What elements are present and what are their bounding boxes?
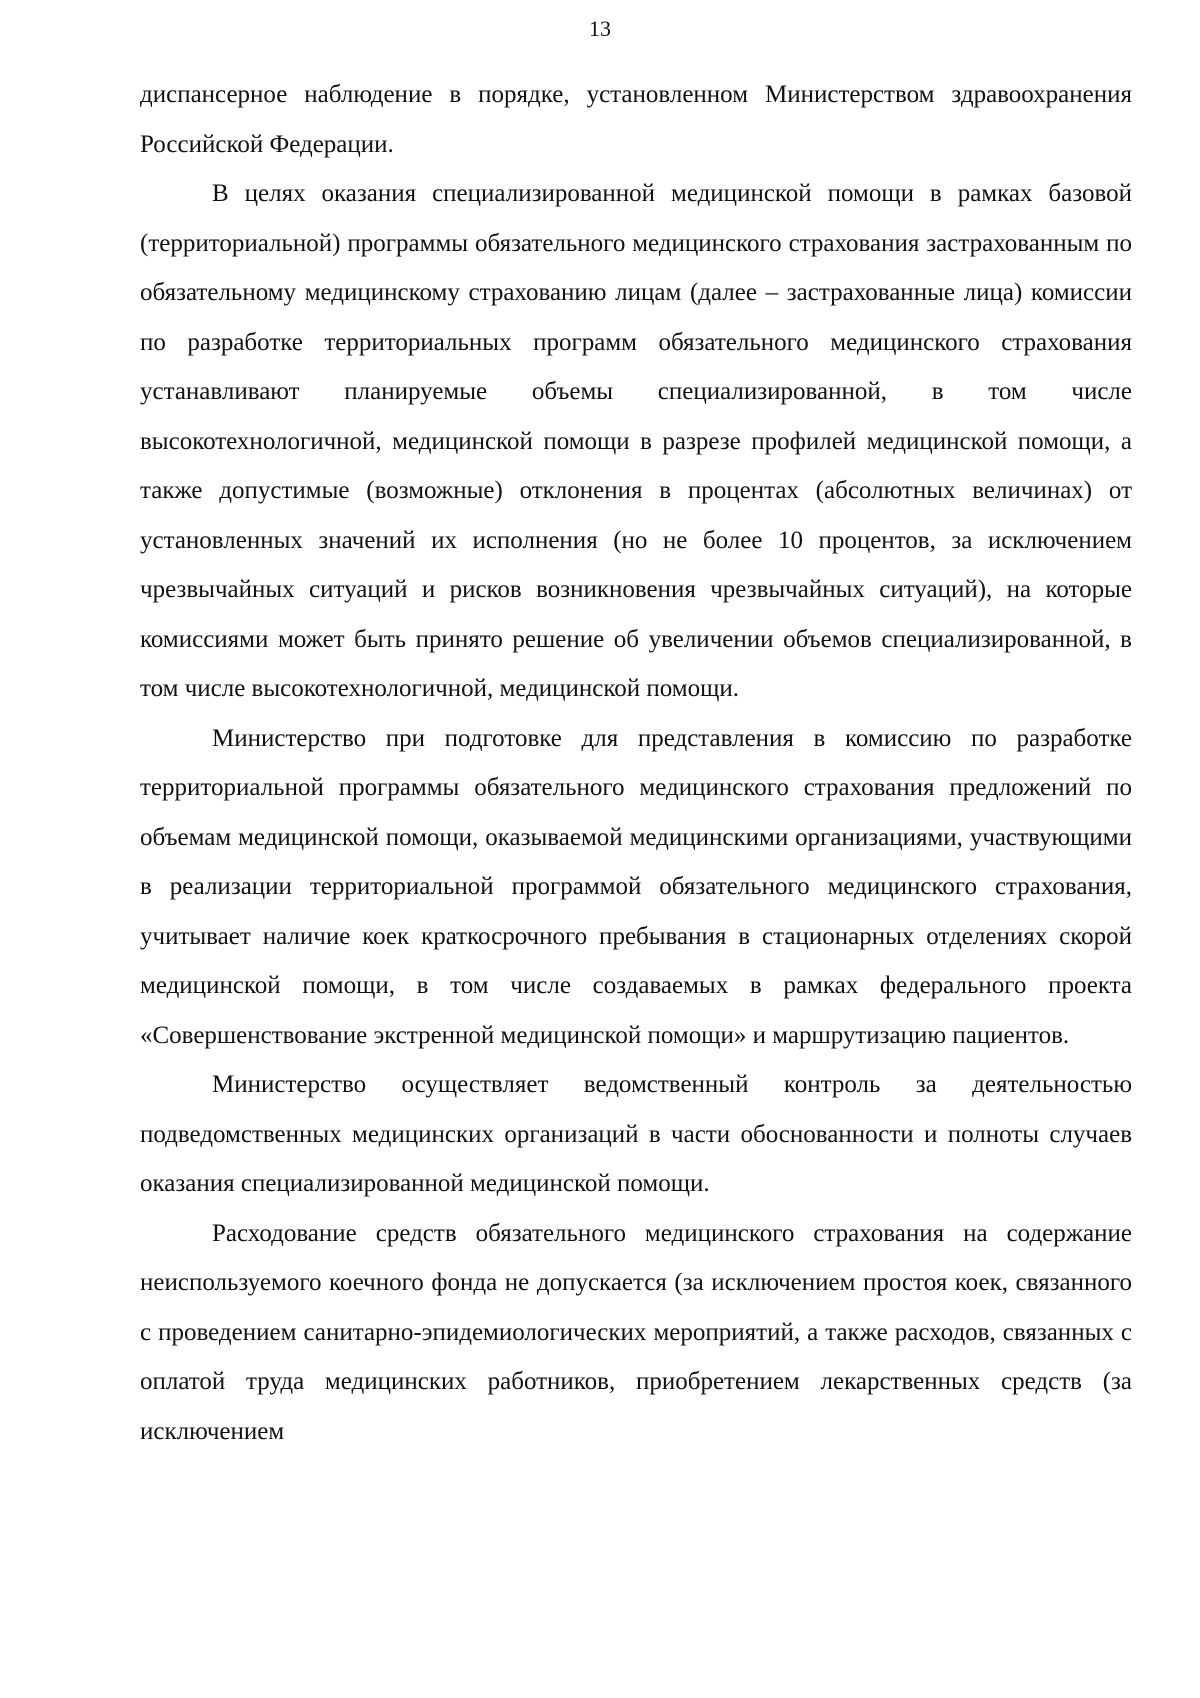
paragraph-departmental-control: Министерство осуществляет ведомственный контроль за деятельностью подведомственных медицинских организаций в части обоснованности и полноты случаев оказания специализированной медицинской помощи. (140, 1071, 1132, 1197)
paragraph-specialized-care-volumes: В целях оказания специализированной медицинской помощи в рамках базовой (территориальной) программы обязательного медицинского страхования застрахованным по обязательному медицинскому страхованию лицам (далее – застрахованные лица) комиссии по разработке территориальных программ обязательного медицинского страхования устанавливают планируемые объемы специализированной, в том числе высокотехнологичной, медицинской помощи в разрезе профилей медицинской помощи, а также допустимые (возможные) отклонения в процентах (абсолютных величинах) от установленных значений их исполнения (но не более 10 процентов, за исключением чрезвычайных ситуаций и рисков возникновения чрезвычайных ситуаций), на которые комиссиями может быть принято решение об увеличении объемов специализированной, в том числе высокотехнологичной, медицинской помощи. (140, 180, 1132, 702)
document-body (140, 70, 1132, 1456)
paragraph-continuation: диспансерное наблюдение в порядке, установленном Министерством здравоохранения Российской Федерации. (140, 81, 1132, 158)
paragraph-ministry-proposals: Министерство при подготовке для представления в комиссию по разработке территориальной программы обязательного медицинского страхования предложений по объемам медицинской помощи, оказываемой медицинскими организациями, участвующими в реализации территориальной программой обязательного медицинского страхования, учитывает наличие коек краткосрочного пребывания в стационарных отделениях скорой медицинской помощи, в том числе создаваемых в рамках федерального проекта «Совершенствование экстренной медицинской помощи» и маршрутизацию пациентов. (140, 724, 1132, 1049)
page-number: 13 (589, 16, 611, 41)
paragraph-spending-rules: Расходование средств обязательного медицинского страхования на содержание неиспользуемого коечного фонда не допускается (за исключением простоя коек, связанного с проведением санитарно-эпидемиологических мероприятий, а также расходов, связанных с оплатой труда медицинских работников, приобретением лекарственных средств (за исключением (140, 1219, 1132, 1445)
